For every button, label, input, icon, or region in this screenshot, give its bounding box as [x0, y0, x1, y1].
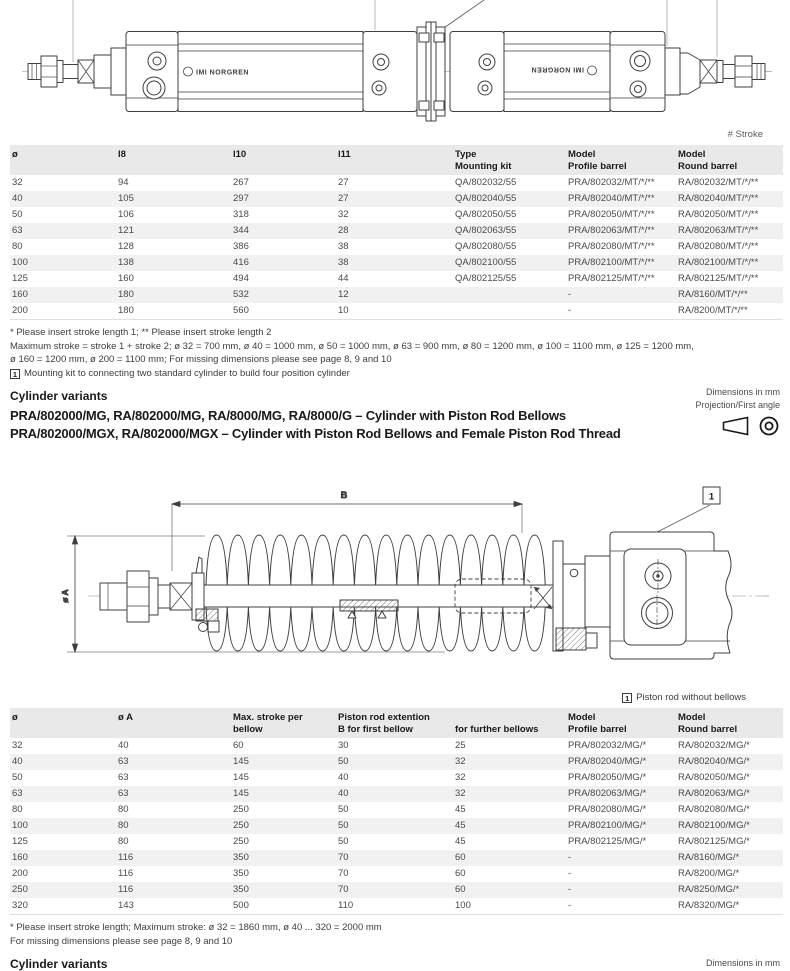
first-angle-circles-icon — [758, 415, 780, 437]
caption-text: Piston rod without bellows — [636, 692, 746, 703]
table-row — [10, 223, 783, 239]
table-cell: QA/802100/55 — [455, 257, 517, 268]
table-cell: - — [568, 868, 572, 879]
cylinder-outline — [28, 22, 765, 121]
table-cell: QA/802040/55 — [455, 193, 517, 204]
table-cell: 110 — [338, 900, 354, 911]
table-cell: 160 — [12, 852, 28, 863]
svg-text:IMI NORGREN: IMI NORGREN — [531, 65, 584, 73]
stroke-note: # Stroke — [727, 129, 763, 140]
footnote-with-marker — [10, 367, 780, 381]
table-row — [10, 239, 783, 255]
table-cell: 32 — [455, 788, 466, 799]
table-cell: 28 — [338, 225, 349, 236]
table-cell: RA/802032/MG/* — [678, 740, 750, 751]
column-header: Piston rod extention B for first bellow — [336, 708, 453, 738]
table2-footnotes — [10, 921, 780, 948]
table-cell: 94 — [118, 177, 129, 188]
table-cell: 180 — [118, 305, 134, 316]
column-header: Model Round barrel — [676, 708, 783, 738]
table-cell: - — [568, 305, 572, 316]
table-cell — [453, 303, 566, 320]
table-cell: PRA/802040/MT/*/** — [568, 193, 655, 204]
table-cell: 125 — [12, 273, 28, 284]
table-row — [10, 882, 783, 898]
table-cell: 45 — [455, 820, 466, 831]
bellows-figure — [0, 461, 790, 699]
table-cell: 40 — [12, 193, 23, 204]
table-cell: 80 — [118, 820, 129, 831]
cylinder-variants-section — [10, 389, 780, 451]
table-cell: 100 — [12, 257, 28, 268]
footnote: * Please insert stroke length 1; ** Please insert stroke length 2 — [10, 327, 272, 338]
table-cell: RA/802080/MT/*/** — [678, 241, 759, 252]
table-cell: 250 — [233, 836, 249, 847]
header-row — [10, 145, 783, 175]
table-cell: RA/802125/MG/* — [678, 836, 750, 847]
table-cell: 50 — [338, 756, 349, 767]
table-cell: - — [568, 289, 572, 300]
table-cell: 27 — [338, 193, 349, 204]
header-row — [10, 708, 783, 738]
table-cell: PRA/802032/MT/*/** — [568, 177, 655, 188]
table-cell: RA/802050/MG/* — [678, 772, 750, 783]
svg-text:1: 1 — [708, 491, 715, 503]
table-cell: 45 — [455, 836, 466, 847]
table-row — [10, 850, 783, 866]
table-cell: 350 — [233, 884, 249, 895]
table-cell: 200 — [12, 305, 28, 316]
table-cell: 128 — [118, 241, 134, 252]
table-cell: RA/802063/MT/*/** — [678, 225, 759, 236]
table-cell: 32 — [455, 756, 466, 767]
table-cell: PRA/802032/MG/* — [568, 740, 647, 751]
table-cell: 100 — [12, 820, 28, 831]
table-row — [10, 738, 783, 754]
table-cell: PRA/802080/MG/* — [568, 804, 647, 815]
table-cell: 297 — [233, 193, 249, 204]
section-title: Cylinder variants — [10, 389, 108, 403]
table-cell: 80 — [118, 804, 129, 815]
column-header: ø — [10, 145, 116, 175]
table-cell: 50 — [12, 772, 23, 783]
table-cell: 350 — [233, 852, 249, 863]
table-cell: 60 — [455, 868, 466, 879]
table-cell: RA/802080/MG/* — [678, 804, 750, 815]
table-cell: PRA/802050/MG/* — [568, 772, 647, 783]
footnote: Maximum stroke = stroke 1 + stroke 2; ø 32 = 700 mm, ø 40 = 1000 mm, ø 50 = 1000 mm, ø 63 = 900 mm, ø 80 = 1200 mm, ø 100 = 1100 mm, ø 125 = 1200 mm, — [10, 340, 694, 352]
table-cell: RA/802063/MG/* — [678, 788, 750, 799]
table-cell: 63 — [12, 225, 23, 236]
table-cell: QA/802032/55 — [455, 177, 517, 188]
footnote: * Please insert stroke length; Maximum stroke: ø 32 = 1860 mm, ø 40 ... 320 = 2000 mm — [10, 922, 382, 933]
table-cell: RA/8250/MG/* — [678, 884, 740, 895]
next-section — [10, 957, 780, 971]
table-cell: 60 — [455, 852, 466, 863]
table-cell: 320 — [12, 900, 28, 911]
table-cell: 32 — [455, 772, 466, 783]
table-cell: 160 — [12, 289, 28, 300]
section-title: Cylinder variants — [10, 957, 108, 971]
table-cell: 80 — [12, 241, 23, 252]
table-cell: 116 — [118, 884, 134, 895]
svg-text:ø A: ø A — [60, 589, 70, 603]
table-cell: 40 — [12, 756, 23, 767]
table-cell: QA/802125/55 — [455, 273, 517, 284]
table-row — [10, 271, 783, 287]
table-cell: 63 — [118, 772, 129, 783]
table-cell: - — [568, 900, 572, 911]
column-header: Model Round barrel — [676, 145, 783, 175]
table-cell: 32 — [12, 177, 23, 188]
table-cell: 70 — [338, 868, 349, 879]
dimensions-note: Dimensions in mm — [705, 958, 780, 968]
table-cell: 100 — [455, 900, 471, 911]
table-cell: RA/8200/MG/* — [678, 868, 740, 879]
table-cell: 10 — [338, 305, 349, 316]
table-cell: - — [568, 852, 572, 863]
table-cell: PRA/802100/MT/*/** — [568, 257, 655, 268]
table-cell: 105 — [118, 193, 134, 204]
table-cell: 267 — [233, 177, 249, 188]
table-cell: 344 — [233, 225, 249, 236]
table-cell: 350 — [233, 868, 249, 879]
table-cell: 250 — [12, 884, 28, 895]
table-cell: PRA/802040/MG/* — [568, 756, 647, 767]
table-row — [10, 818, 783, 834]
model-line-1: PRA/802000/MG, RA/802000/MG, RA/8000/MG, RA/8000/G – Cylinder with Piston Rod Bellows — [10, 408, 566, 423]
table-row — [10, 898, 783, 915]
table-cell: RA/8160/MG/* — [678, 852, 740, 863]
table-row — [10, 303, 783, 320]
table-cell: 250 — [233, 820, 249, 831]
four-position-cylinder-drawing — [0, 0, 790, 128]
svg-text:B: B — [340, 490, 348, 500]
table-cell: 63 — [12, 788, 23, 799]
table-cell: 250 — [233, 804, 249, 815]
table-cell: QA/802063/55 — [455, 225, 517, 236]
table-cell: RA/802100/MT/*/** — [678, 257, 759, 268]
table-cell: 50 — [338, 820, 349, 831]
column-header: ø A — [116, 708, 231, 738]
table-cell: RA/8160/MT/*/** — [678, 289, 748, 300]
column-header: Model Profile barrel — [566, 145, 676, 175]
table-row — [10, 866, 783, 882]
table-cell: 25 — [455, 740, 466, 751]
table-cell: 45 — [455, 804, 466, 815]
projection-note-block — [695, 386, 780, 437]
bellows-cylinder-outline — [100, 532, 732, 659]
table-cell: 38 — [338, 241, 349, 252]
table-cell: RA/802032/MT/*/** — [678, 177, 759, 188]
table-cell: 50 — [338, 804, 349, 815]
table-cell: PRA/802080/MT/*/** — [568, 241, 655, 252]
table-cell: 32 — [338, 209, 349, 220]
table-row — [10, 786, 783, 802]
table-cell: 560 — [233, 305, 249, 316]
table-cell: RA/802040/MT/*/** — [678, 193, 759, 204]
table-cell: 318 — [233, 209, 249, 220]
table-cell: 12 — [338, 289, 349, 300]
footnote: Mounting kit to connecting two standard cylinder to build four position cylinder — [24, 367, 350, 379]
bellows-variants-table — [10, 708, 783, 915]
first-angle-cone-icon — [722, 416, 749, 436]
table-cell: PRA/802063/MG/* — [568, 788, 647, 799]
table-row — [10, 834, 783, 850]
table-cell: PRA/802100/MG/* — [568, 820, 647, 831]
table-cell: 70 — [338, 884, 349, 895]
table-cell: 70 — [338, 852, 349, 863]
dimensions-note: Dimensions in mm — [705, 387, 780, 397]
table-row — [10, 175, 783, 191]
table-cell: RA/802100/MG/* — [678, 820, 750, 831]
column-header: for further bellows — [453, 708, 566, 738]
table-cell: 180 — [118, 289, 134, 300]
table-cell: 60 — [233, 740, 244, 751]
table-cell: 500 — [233, 900, 249, 911]
table-cell: 80 — [118, 836, 129, 847]
table-cell: 145 — [233, 788, 249, 799]
table-cell: RA/802125/MT/*/** — [678, 273, 759, 284]
table-cell: 121 — [118, 225, 134, 236]
column-header: l11 — [336, 145, 453, 175]
table-row — [10, 802, 783, 818]
footnote: For missing dimensions please see page 8, 9 and 10 — [10, 935, 233, 947]
table-cell: QA/802080/55 — [455, 241, 517, 252]
table-row — [10, 207, 783, 223]
table-row — [10, 287, 783, 303]
table-cell: 63 — [118, 788, 129, 799]
table-cell: 200 — [12, 868, 28, 879]
table-cell: 50 — [338, 836, 349, 847]
table-cell: QA/802050/55 — [455, 209, 517, 220]
table-cell: 27 — [338, 177, 349, 188]
table-cell: PRA/802125/MG/* — [568, 836, 647, 847]
table-cell: 416 — [233, 257, 249, 268]
table-row — [10, 754, 783, 770]
svg-text:IMI NORGREN: IMI NORGREN — [196, 69, 249, 77]
table-cell: 50 — [12, 209, 23, 220]
table-cell: 145 — [233, 756, 249, 767]
table-row — [10, 770, 783, 786]
table-cell: 116 — [118, 868, 134, 879]
column-header: l8 — [116, 145, 231, 175]
column-header: l10 — [231, 145, 336, 175]
table-cell: 386 — [233, 241, 249, 252]
table-row — [10, 191, 783, 207]
mounting-kit-table — [10, 145, 783, 320]
table-cell: 494 — [233, 273, 249, 284]
table-cell: PRA/802063/MT/*/** — [568, 225, 655, 236]
table-row — [10, 255, 783, 271]
table-cell: - — [568, 884, 572, 895]
column-header: ø — [10, 708, 116, 738]
table-cell: 44 — [338, 273, 349, 284]
table-cell: 63 — [118, 756, 129, 767]
table-cell: PRA/802125/MT/*/** — [568, 273, 655, 284]
table-cell: 80 — [12, 804, 23, 815]
table-cell: RA/8320/MG/* — [678, 900, 740, 911]
table-cell: RA/8200/MT/*/** — [678, 305, 748, 316]
table-cell: 532 — [233, 289, 249, 300]
table-cell: 106 — [118, 209, 134, 220]
table-cell: 60 — [455, 884, 466, 895]
table-cell: PRA/802050/MT/*/** — [568, 209, 655, 220]
model-line-2: PRA/802000/MGX, RA/802000/MGX – Cylinder with Piston Rod Bellows and Female Piston Rod Thread — [10, 425, 621, 441]
table-cell: 125 — [12, 836, 28, 847]
table-cell: 38 — [338, 257, 349, 268]
table-cell — [453, 287, 566, 303]
table-cell: 116 — [118, 852, 134, 863]
projection-note: Projection/First angle — [695, 400, 780, 410]
table-cell: 160 — [118, 273, 134, 284]
table-cell: 40 — [118, 740, 129, 751]
table-cell: RA/802040/MG/* — [678, 756, 750, 767]
caption-marker-icon: 1 — [622, 693, 632, 703]
table-cell: 30 — [338, 740, 349, 751]
table1-footnotes — [10, 326, 780, 380]
dimension-b — [172, 490, 522, 571]
footnote: ø 160 = 1200 mm, ø 200 = 1100 mm; For missing dimensions please see page 8, 9 and 10 — [10, 354, 392, 365]
cylinder-assembly-figure — [0, 0, 790, 128]
table-cell: 40 — [338, 788, 349, 799]
column-header: Type Mounting kit — [453, 145, 566, 175]
table-cell: 40 — [338, 772, 349, 783]
table-cell: 143 — [118, 900, 134, 911]
table-cell: RA/802050/MT/*/** — [678, 209, 759, 220]
table-cell: 32 — [12, 740, 23, 751]
column-header: Max. stroke per bellow — [231, 708, 336, 738]
column-header: Model Profile barrel — [566, 708, 676, 738]
table-cell: 138 — [118, 257, 134, 268]
bellows-cylinder-drawing — [0, 461, 790, 699]
note-marker-icon: 1 — [10, 369, 20, 379]
table-cell: 145 — [233, 772, 249, 783]
